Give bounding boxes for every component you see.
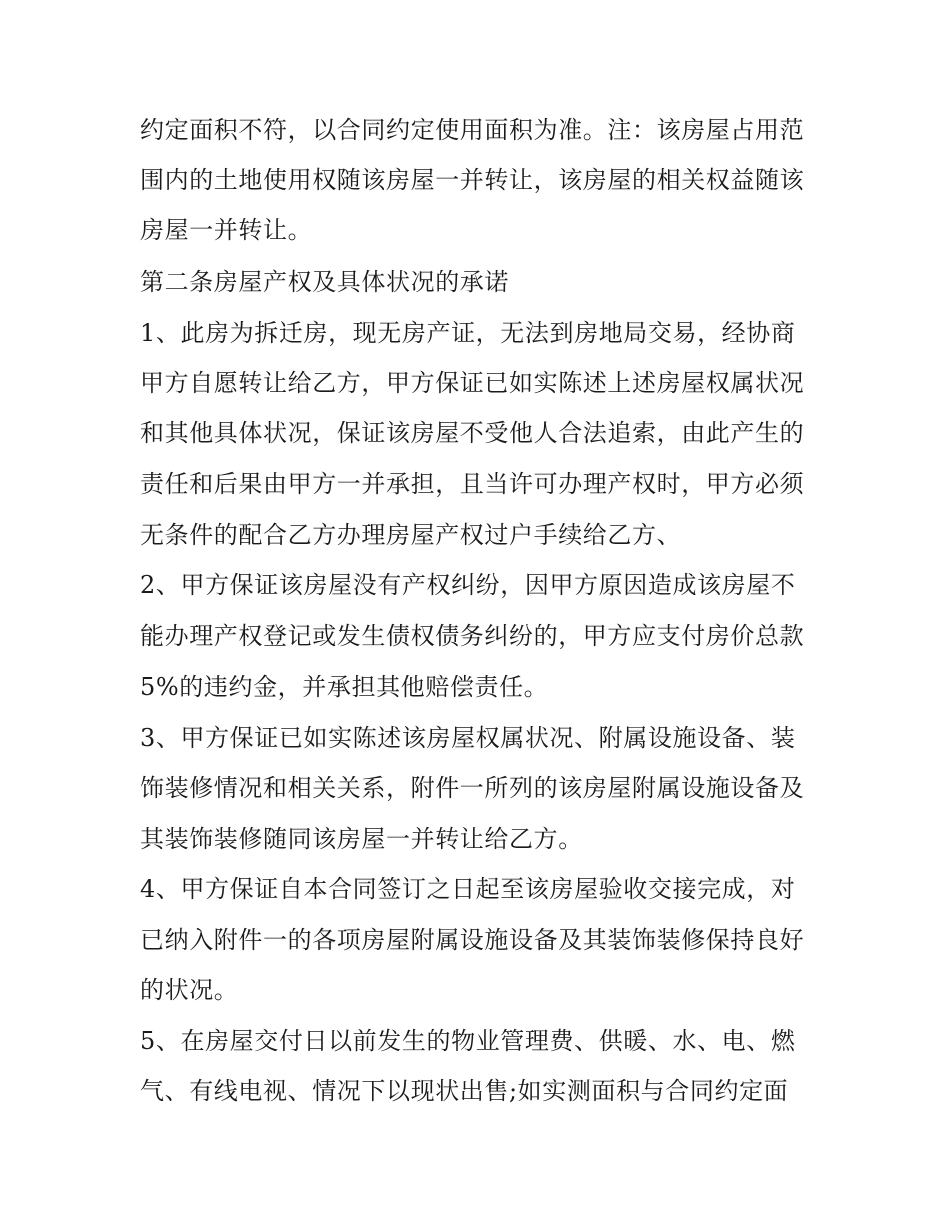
text-line: 3、甲方保证已如实陈述该房屋权属状况、附属设施设备、装 — [140, 724, 796, 752]
text-line: 责任和后果由甲方一并承担，且当许可办理产权时，甲方必须 — [140, 470, 805, 498]
text-line: 气、有线电视、情况下以现状出售;如实测面积与合同约定面 — [140, 1077, 789, 1105]
text-line: 2、甲方保证该房屋没有产权纠纷，因甲方原因造成该房屋不 — [140, 571, 796, 599]
text-line: 4、甲方保证自本合同签订之日起至该房屋验收交接完成，对 — [140, 875, 796, 903]
text-line: 甲方自愿转让给乙方，甲方保证已如实陈述上述房屋权属状况 — [140, 369, 805, 397]
text-line: 无条件的配合乙方办理房屋产权过户手续给乙方、 — [140, 521, 682, 549]
text-line: 的状况。 — [140, 976, 239, 1004]
text-line: 1、此房为拆迁房，现无房产证，无法到房地局交易，经协商 — [140, 319, 796, 347]
text-line: 5%的违约金，并承担其他赔偿责任。 — [140, 673, 549, 701]
text-line: 其装饰装修随同该房屋一并转让给乙方。 — [140, 825, 583, 853]
text-line: 已纳入附件一的各项房屋附属设施设备及其装饰装修保持良好 — [140, 926, 805, 954]
text-line: 房屋一并转让。 — [140, 216, 313, 244]
text-line: 饰装修情况和相关关系，附件一所列的该房屋附属设施设备及 — [140, 774, 805, 802]
text-line: 5、在房屋交付日以前发生的物业管理费、供暖、水、电、燃 — [140, 1027, 796, 1055]
section-heading: 第二条房屋产权及具体状况的承诺 — [140, 268, 509, 296]
text-line: 和其他具体状况，保证该房屋不受他人合法追索，由此产生的 — [140, 419, 805, 447]
text-line: 约定面积不符，以合同约定使用面积为准。注：该房屋占用范 — [140, 116, 805, 144]
text-line: 围内的土地使用权随该房屋一并转让，该房屋的相关权益随该 — [140, 166, 805, 194]
text-line: 能办理产权登记或发生债权债务纠纷的，甲方应支付房价总款 — [140, 622, 805, 650]
